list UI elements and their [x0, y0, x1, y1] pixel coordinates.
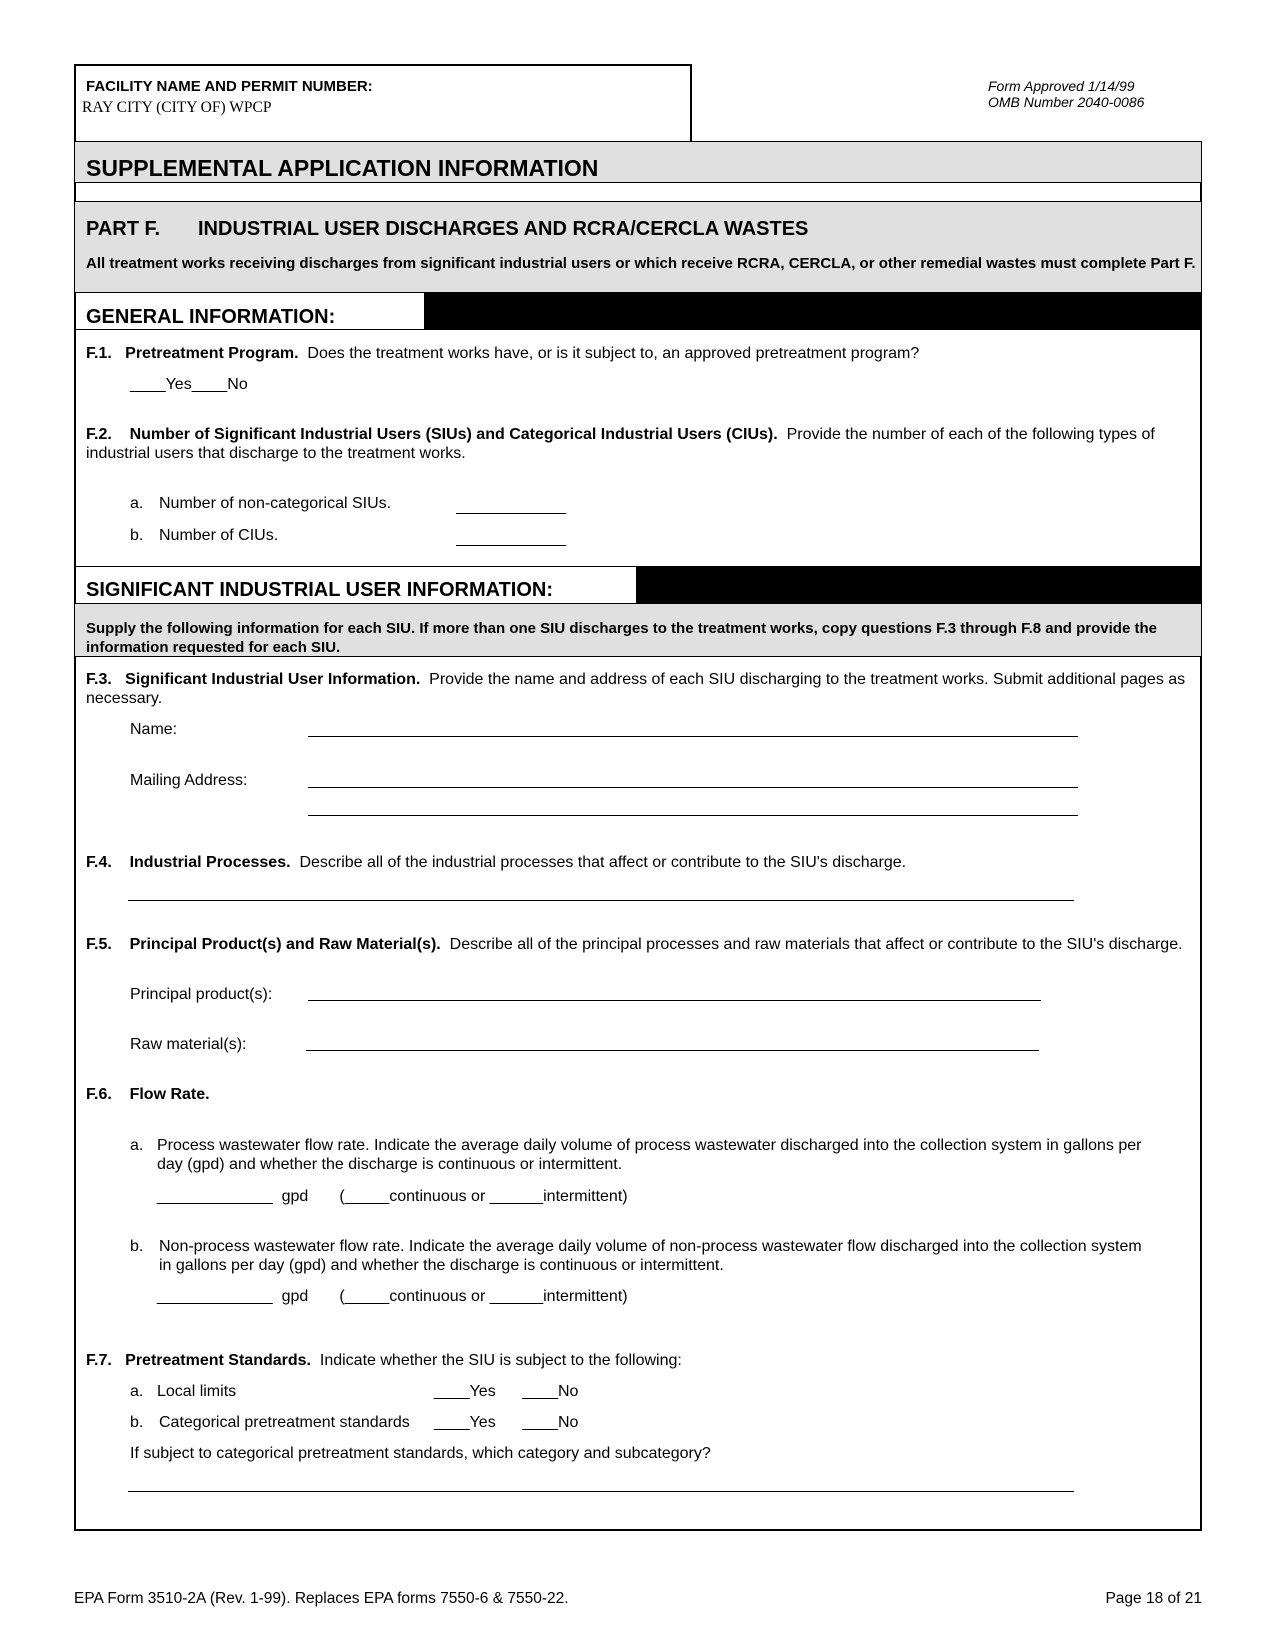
f7-b-answer[interactable]: ____Yes ____No: [434, 1414, 579, 1431]
question-f1: [86, 344, 919, 363]
omb-number: OMB Number 2040-0086: [988, 94, 1145, 110]
f7-a-yes: Yes: [469, 1383, 496, 1400]
part-band: [75, 202, 1201, 292]
question-f5: [86, 935, 1186, 954]
divider: [74, 329, 1202, 330]
f1-text: Does the treatment works have, or is it subject to, an approved pretreatment program?: [307, 345, 920, 362]
f7-a-text: Local limits: [157, 1383, 237, 1400]
f6-b-text: Non-process wastewater flow rate. Indicate the average daily volume of non-process wastewater flow discharged into the collection system in gallons per day (gpd) and whether the discharge is continuous or intermittent.: [159, 1238, 1142, 1274]
facility-label: FACILITY NAME AND PERMIT NUMBER:: [86, 78, 373, 95]
page-title: SUPPLEMENTAL APPLICATION INFORMATION: [86, 155, 599, 181]
f7-title: Pretreatment Standards.: [125, 1352, 311, 1369]
f2-a-input[interactable]: [456, 513, 566, 514]
f6-a-label: a.: [130, 1137, 144, 1154]
redaction-bar: [636, 567, 1201, 603]
question-f6: [86, 1085, 210, 1104]
f4-title: Industrial Processes.: [129, 854, 291, 871]
f6-number: F.6.: [86, 1086, 112, 1103]
facility-value: RAY CITY (CITY OF) WPCP: [82, 99, 272, 116]
question-f7: [86, 1351, 682, 1370]
f7-b-yes: Yes: [469, 1414, 496, 1431]
f4-input[interactable]: [128, 900, 1074, 901]
f3-text: Provide the name and address of each SIU discharging to the treatment works. Submit additional pages as necessary.: [86, 671, 1186, 707]
f1-number: F.1.: [86, 345, 112, 362]
f7-a-label: a.: [130, 1383, 144, 1400]
f6-a-answer[interactable]: _____________ gpd (_____continuous or ______intermittent): [157, 1188, 628, 1205]
divider: [74, 182, 1202, 183]
f7-text: Indicate whether the SIU is subject to the following:: [319, 1352, 682, 1369]
f2-b-text: Number of CIUs.: [159, 527, 279, 544]
f7-b-label: b.: [130, 1414, 144, 1431]
f3-number: F.3.: [86, 671, 112, 688]
page-number: Page 18 of 21: [1105, 1590, 1202, 1607]
f2-text: Provide the number of each of the following types of industrial users that discharge to the treatment works.: [86, 426, 1155, 462]
f6-b-intermittent: intermittent): [543, 1288, 628, 1305]
f7-category-input[interactable]: [128, 1491, 1074, 1492]
f6-a-gpd: gpd: [281, 1188, 309, 1205]
form-approved-note: [988, 78, 1144, 110]
f2-a-text: Number of non-categorical SIUs.: [159, 495, 392, 512]
f6-b-continuous: continuous or: [389, 1288, 486, 1305]
f6-a-text: Process wastewater flow rate. Indicate the average daily volume of process wastewater discharged into the collection system in gallons per day (gpd) and whether the discharge is continuous or intermittent.: [157, 1137, 1142, 1173]
f6-title: Flow Rate.: [129, 1086, 210, 1103]
f6-b-gpd: gpd: [281, 1288, 309, 1305]
f1-no: No: [227, 376, 248, 393]
f3-address-input-2[interactable]: [308, 815, 1078, 816]
f5-number: F.5.: [86, 936, 112, 953]
f4-text: Describe all of the industrial processes that affect or contribute to the SIU's discharge.: [299, 854, 907, 871]
form-approved-date: Form Approved 1/14/99: [988, 78, 1135, 94]
f2-title: Number of Significant Industrial Users (SIUs) and Categorical Industrial Users (CIUs).: [129, 426, 778, 443]
f5-text: Describe all of the principal processes and raw materials that affect or contribute to the SIU's discharge.: [449, 936, 1183, 953]
f7-number: F.7.: [86, 1352, 112, 1369]
f6-b-label: b.: [130, 1238, 144, 1255]
f2-number: F.2.: [86, 426, 112, 443]
siu-heading: SIGNIFICANT INDUSTRIAL USER INFORMATION:: [86, 579, 554, 601]
f3-address-label: Mailing Address:: [130, 772, 248, 789]
f6-b-answer[interactable]: _____________ gpd (_____continuous or ______intermittent): [157, 1288, 628, 1305]
f3-name-label: Name:: [130, 721, 178, 738]
f2-b-input[interactable]: [456, 545, 566, 546]
divider: [74, 656, 1202, 657]
f2-b-label: b.: [130, 527, 144, 544]
f7-b-no: No: [557, 1414, 579, 1431]
part-name: INDUSTRIAL USER DISCHARGES AND RCRA/CERCLA WASTES: [198, 218, 809, 240]
f3-title: Significant Industrial User Information.: [125, 671, 421, 688]
redaction-bar: [424, 293, 1201, 329]
f5-title: Principal Product(s) and Raw Material(s).: [129, 936, 441, 953]
f5-raw-label: Raw material(s):: [130, 1036, 247, 1053]
f1-yes: Yes: [165, 376, 192, 393]
general-info-heading: GENERAL INFORMATION:: [86, 306, 336, 328]
f6-a-continuous: continuous or: [389, 1188, 486, 1205]
f7-b-text: Categorical pretreatment standards: [159, 1414, 410, 1431]
f5-product-label: Principal product(s):: [130, 986, 273, 1003]
question-f3: [86, 670, 1186, 708]
question-f2: [86, 425, 1186, 463]
f2-a-label: a.: [130, 495, 144, 512]
question-f4: [86, 853, 906, 872]
part-title: [86, 218, 808, 241]
f1-title: Pretreatment Program.: [125, 345, 299, 362]
part-number: PART F.: [86, 218, 161, 240]
f7-a-no: No: [557, 1383, 579, 1400]
f6-a-intermittent: intermittent): [543, 1188, 628, 1205]
f3-name-input[interactable]: [308, 736, 1078, 737]
f5-raw-input[interactable]: [306, 1050, 1039, 1051]
f3-address-input-1[interactable]: [308, 787, 1078, 788]
f7-followup: If subject to categorical pretreatment standards, which category and subcategory?: [130, 1445, 711, 1462]
f5-product-input[interactable]: [308, 1000, 1041, 1001]
footer-form-id: EPA Form 3510-2A (Rev. 1-99). Replaces EPA forms 7550-6 & 7550-22.: [74, 1590, 569, 1607]
part-description: All treatment works receiving discharges from significant industrial users or which receive RCRA, CERCLA, or other remedial wastes must complete Part F.: [86, 255, 1196, 272]
f7-a-answer[interactable]: ____Yes ____No: [434, 1383, 579, 1400]
siu-instructions: Supply the following information for each SIU. If more than one SIU discharges to the treatment works, copy questions F.3 through F.8 and provide the information requested for each SIU.: [86, 620, 1157, 656]
f4-number: F.4.: [86, 854, 112, 871]
f1-answer[interactable]: ____Yes____No: [130, 376, 248, 393]
